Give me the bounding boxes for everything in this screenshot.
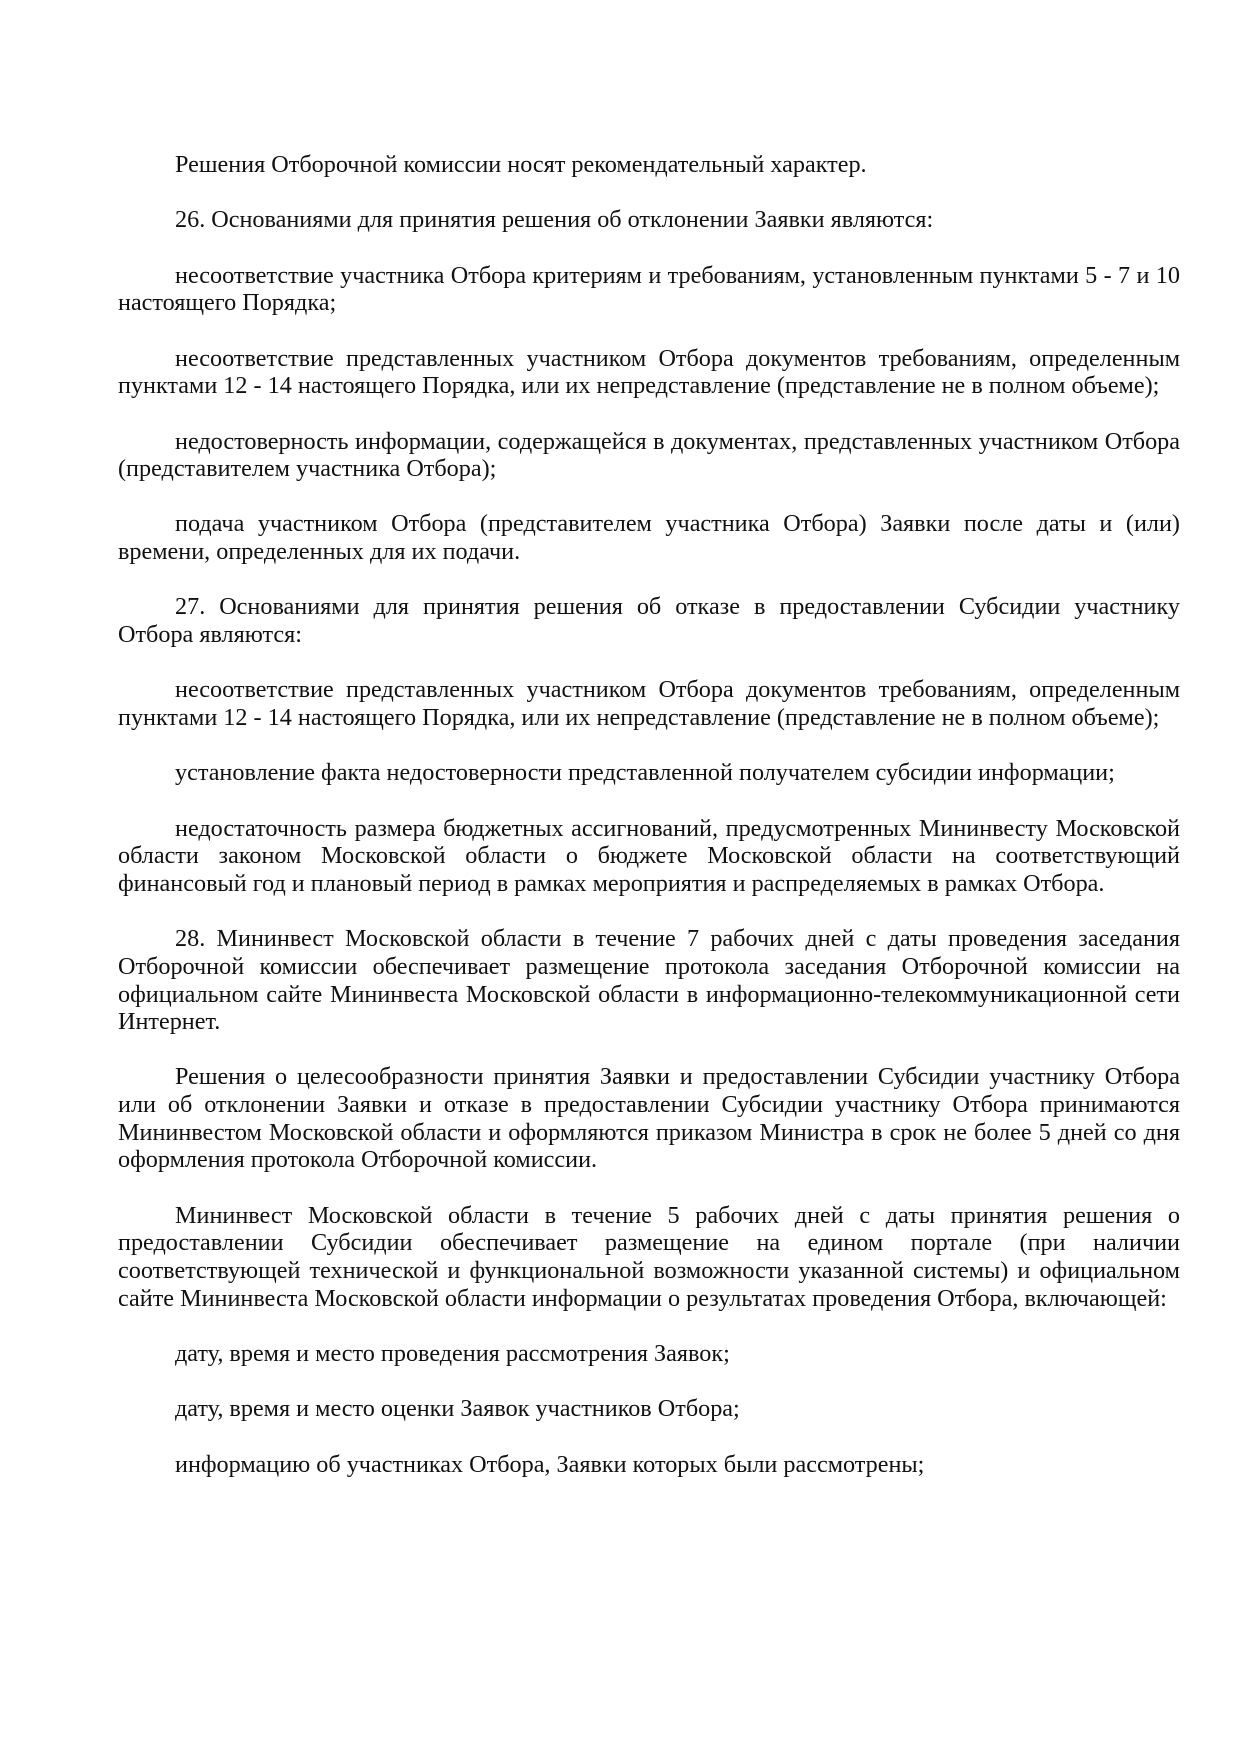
paragraph-clause-26-documents-mismatch: несоответствие представленных участником Отбора документов требованиям, определенным пунктами 12 - 14 настоящего Порядка, или их непредставление (представление не в полном объеме); xyxy=(118,344,1180,400)
paragraph-item-evaluation-date: дату, время и место оценки Заявок участников Отбора; xyxy=(175,1395,740,1423)
paragraph-clause-28-protocol-publication: 28. Мининвест Московской области в течение 7 рабочих дней с даты проведения заседания Отборочной комиссии обеспечивает размещение протокола заседания Отборочной комиссии на официальном сайте Мининвеста Московской области в информационно-телекоммуникационной сети Интернет. xyxy=(118,925,1180,1036)
paragraph-item-review-date: дату, время и место проведения рассмотрения Заявок; xyxy=(175,1340,730,1368)
paragraph-decision-order: Решения о целесообразности принятия Заявки и предоставлении Субсидии участнику Отбора или об отклонении Заявки и отказе в предоставлении Субсидии участнику Отбора принимаются Мининвестом Московской области и оформляются приказом Министра в срок не более 5 дней со дня оформления протокола Отборочной комиссии. xyxy=(118,1063,1180,1174)
paragraph-clause-27-heading: 27. Основаниями для принятия решения об отказе в предоставлении Субсидии участнику Отбора являются: xyxy=(118,593,1180,649)
paragraph-item-participants-info: информацию об участниках Отбора, Заявки которых были рассмотрены; xyxy=(175,1450,925,1478)
paragraph-clause-26-criteria-mismatch: несоответствие участника Отбора критериям и требованиям, установленным пунктами 5 - 7 и 10 настоящего Порядка; xyxy=(118,261,1180,317)
paragraph-clause-27-documents-mismatch: несоответствие представленных участником Отбора документов требованиям, определенным пунктами 12 - 14 настоящего Порядка, или их непредставление (представление не в полном объеме); xyxy=(118,676,1180,732)
paragraph-clause-26-late-submission: подача участником Отбора (представителем участника Отбора) Заявки после даты и (или) времени, определенных для их подачи. xyxy=(118,510,1180,566)
paragraph-results-publication: Мининвест Московской области в течение 5 рабочих дней с даты принятия решения о предоставлении Субсидии обеспечивает размещение на едином портале (при наличии соответствующей технической и функциональной возможности указанной системы) и официальном сайте Мининвеста Московской области информации о результатах проведения Отбора, включающей: xyxy=(118,1201,1180,1312)
paragraph-clause-26-heading: 26. Основаниями для принятия решения об отклонении Заявки являются: xyxy=(175,206,934,234)
paragraph-clause-27-insufficient-budget: недостаточность размера бюджетных ассигнований, предусмотренных Мининвесту Московской области законом Московской области о бюджете Московской области на соответствующий финансовый год и плановый период в рамках мероприятия и распределяемых в рамках Отбора. xyxy=(118,814,1180,897)
paragraph-commission-decisions-advisory: Решения Отборочной комиссии носят рекомендательный характер. xyxy=(175,151,867,178)
paragraph-clause-26-false-information: недостоверность информации, содержащейся в документах, представленных участником Отбора (представителем участника Отбора); xyxy=(118,427,1180,483)
paragraph-clause-27-false-information: установление факта недостоверности представленной получателем субсидии информации; xyxy=(175,759,1115,787)
document-page xyxy=(118,151,1180,1506)
